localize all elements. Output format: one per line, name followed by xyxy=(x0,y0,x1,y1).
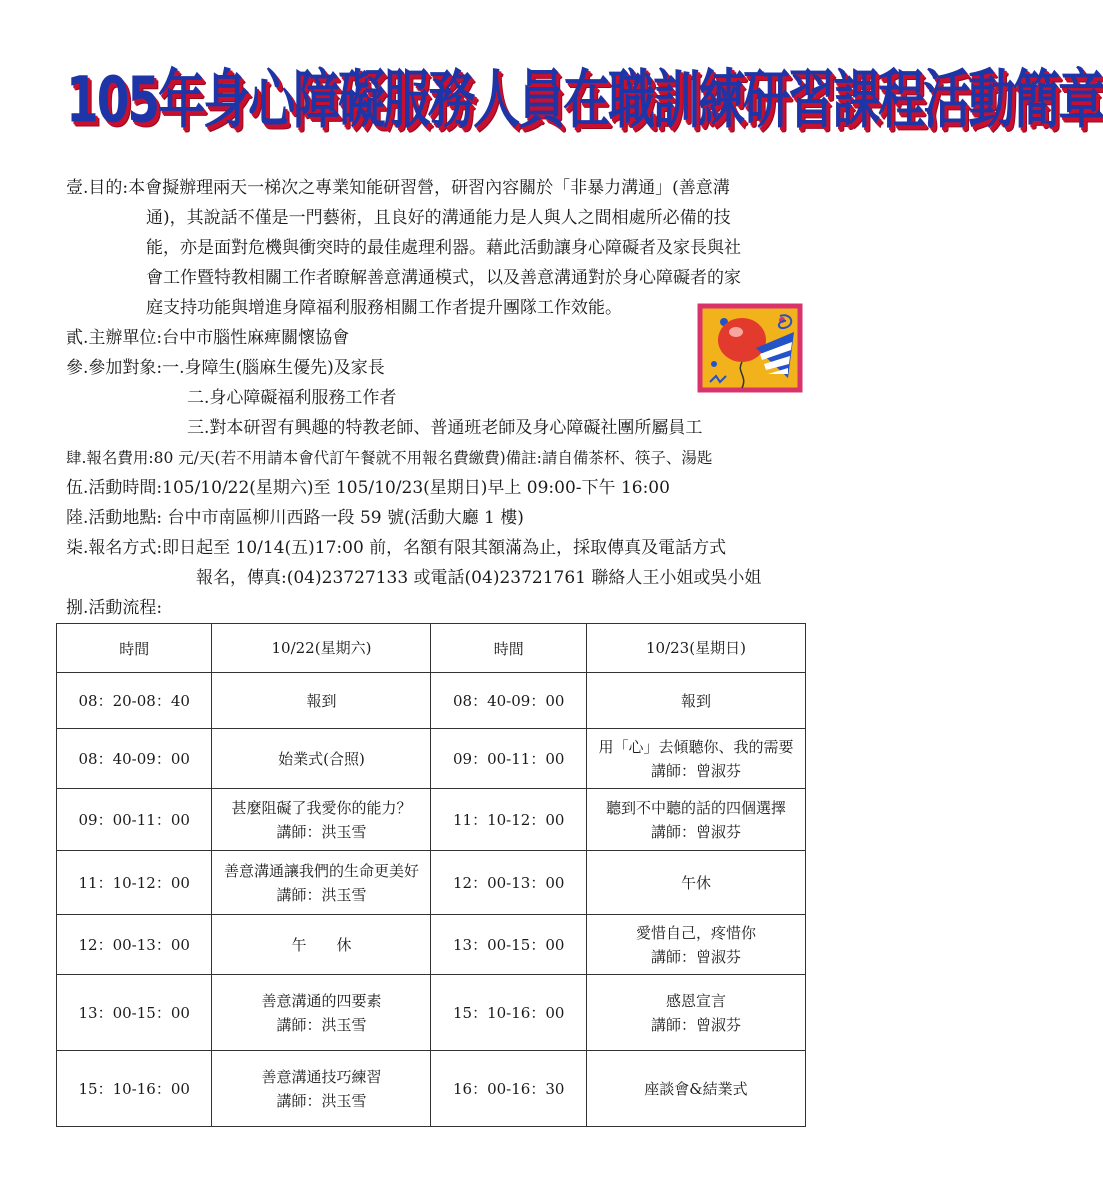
activity-cell xyxy=(586,1051,805,1127)
activity-title: 甚麼阻礙了我愛你的能力？ xyxy=(231,798,412,817)
schedule-table xyxy=(56,623,806,1127)
activity-cell xyxy=(586,789,805,851)
purpose-line-5: 庭支持功能與增進身障福利服務相關工作者提升團隊工作效能。 xyxy=(146,298,622,318)
header-time-day1: 時間 xyxy=(57,624,212,673)
table-row xyxy=(57,915,806,975)
activity-title: 報到 xyxy=(306,691,337,710)
activity-lecturer: 講師：曾淑芬 xyxy=(650,822,741,841)
time-cell: 12：00-13：00 xyxy=(57,915,212,975)
time-cell: 11：10-12：00 xyxy=(431,789,586,851)
activity-cell xyxy=(586,975,805,1051)
event-time: 伍.活動時間:105/10/22(星期六)至 105/10/23(星期日)早上 09:00-下午 16:00 xyxy=(66,478,670,498)
header-time-day2: 時間 xyxy=(431,624,586,673)
activity-title: 善意溝通讓我們的生命更美好 xyxy=(223,861,419,880)
time-cell: 11：10-12：00 xyxy=(57,851,212,915)
activity-cell xyxy=(212,789,431,851)
fee: 肆.報名費用:80 元/天(若不用請本會代訂午餐就不用報名費繳費)備註:請自備茶杯、筷子、湯匙 xyxy=(66,449,713,467)
table-row xyxy=(57,975,806,1051)
activity-lecturer: 講師：曾淑芬 xyxy=(650,947,741,966)
time-cell: 12：00-13：00 xyxy=(431,851,586,915)
activity-title: 愛惜自己，疼惜你 xyxy=(635,923,756,942)
table-row xyxy=(57,1051,806,1127)
time-cell: 16：00-16：30 xyxy=(431,1051,586,1127)
table-row xyxy=(57,851,806,915)
time-cell: 08：20-08：40 xyxy=(57,673,212,729)
participant-1: 一.身障生(腦麻生優先)及家長 xyxy=(162,358,385,378)
activity-title: 用「心」去傾聽你、我的需要 xyxy=(598,737,794,756)
time-cell: 15：10-16：00 xyxy=(431,975,586,1051)
activity-cell xyxy=(586,851,805,915)
header-day2: 10/23(星期日) xyxy=(586,624,805,673)
participant-3: 三.對本研習有興趣的特教老師、普通班老師及身心障礙社團所屬員工 xyxy=(187,418,703,438)
purpose-label: 壹.目的: xyxy=(66,178,129,198)
purpose-line-2: 通)，其說話不僅是一門藝術，且良好的溝通能力是人與人之間相處所必備的技 xyxy=(146,208,731,228)
activity-cell xyxy=(212,729,431,789)
flyer-title: 105年身心障礙服務人員在職訓練研習課程活動簡章 xyxy=(66,63,1103,138)
activity-cell xyxy=(212,975,431,1051)
time-cell: 08：40-09：00 xyxy=(431,673,586,729)
registration-line-2: 報名，傳真:(04)23727133 或電話(04)23721761 聯絡人王小姐或吳小姐 xyxy=(196,568,762,588)
time-cell: 13：00-15：00 xyxy=(57,975,212,1051)
participant-2: 二.身心障礙福利服務工作者 xyxy=(187,388,397,408)
activity-cell xyxy=(212,673,431,729)
participants-label: 參.參加對象: xyxy=(66,358,163,378)
time-cell: 15：10-16：00 xyxy=(57,1051,212,1127)
activity-cell xyxy=(212,915,431,975)
purpose-line-3: 能，亦是面對危機與衝突時的最佳處理利器。藉此活動讓身心障礙者及家長與社 xyxy=(146,238,741,258)
table-row xyxy=(57,729,806,789)
activity-lecturer: 講師：洪玉雪 xyxy=(276,1015,367,1034)
activity-lecturer: 講師：曾淑芬 xyxy=(650,1015,741,1034)
time-cell: 09：00-11：00 xyxy=(57,789,212,851)
header-day1: 10/22(星期六) xyxy=(212,624,431,673)
activity-title: 聽到不中聽的話的四個選擇 xyxy=(605,798,786,817)
activity-lecturer: 講師：洪玉雪 xyxy=(276,822,367,841)
party-balloon-sticker-icon xyxy=(696,302,804,394)
activity-cell xyxy=(212,1051,431,1127)
activity-title: 始業式(合照) xyxy=(278,749,365,768)
purpose-text-1: 本會擬辦理兩天一梯次之專業知能研習營，研習內容關於「非暴力溝通」(善意溝 xyxy=(128,178,730,198)
organizer: 貳.主辦單位:台中市腦性麻痺關懷協會 xyxy=(66,328,350,348)
activity-lecturer: 講師：洪玉雪 xyxy=(276,885,367,904)
activity-title: 善意溝通技巧練習 xyxy=(261,1067,382,1086)
activity-title: 午 休 xyxy=(291,935,352,954)
time-cell: 13：00-15：00 xyxy=(431,915,586,975)
activity-cell xyxy=(586,673,805,729)
purpose-line-1 xyxy=(66,173,856,203)
flow-heading: 捌.活動流程: xyxy=(66,598,163,618)
purpose-line-4: 會工作暨特教相關工作者瞭解善意溝通模式，以及善意溝通對於身心障礙者的家 xyxy=(146,268,741,288)
activity-title: 午休 xyxy=(680,873,711,892)
time-cell: 08：40-09：00 xyxy=(57,729,212,789)
schedule-header-row xyxy=(57,624,806,673)
activity-title: 感恩宣言 xyxy=(665,991,726,1010)
table-row xyxy=(57,789,806,851)
activity-title: 座談會&結業式 xyxy=(644,1079,748,1098)
table-row xyxy=(57,673,806,729)
activity-cell xyxy=(212,851,431,915)
activity-lecturer: 講師：洪玉雪 xyxy=(276,1091,367,1110)
activity-cell xyxy=(586,915,805,975)
activity-title: 報到 xyxy=(680,691,711,710)
event-location: 陸.活動地點: 台中市南區柳川西路一段 59 號(活動大廳 1 樓) xyxy=(66,508,524,528)
activity-title: 善意溝通的四要素 xyxy=(261,991,382,1010)
time-cell: 09：00-11：00 xyxy=(431,729,586,789)
registration-line-1: 柒.報名方式:即日起至 10/14(五)17:00 前，名額有限其額滿為止，採取傳真及電話方式 xyxy=(66,538,727,558)
activity-cell xyxy=(586,729,805,789)
activity-lecturer: 講師：曾淑芬 xyxy=(650,761,741,780)
